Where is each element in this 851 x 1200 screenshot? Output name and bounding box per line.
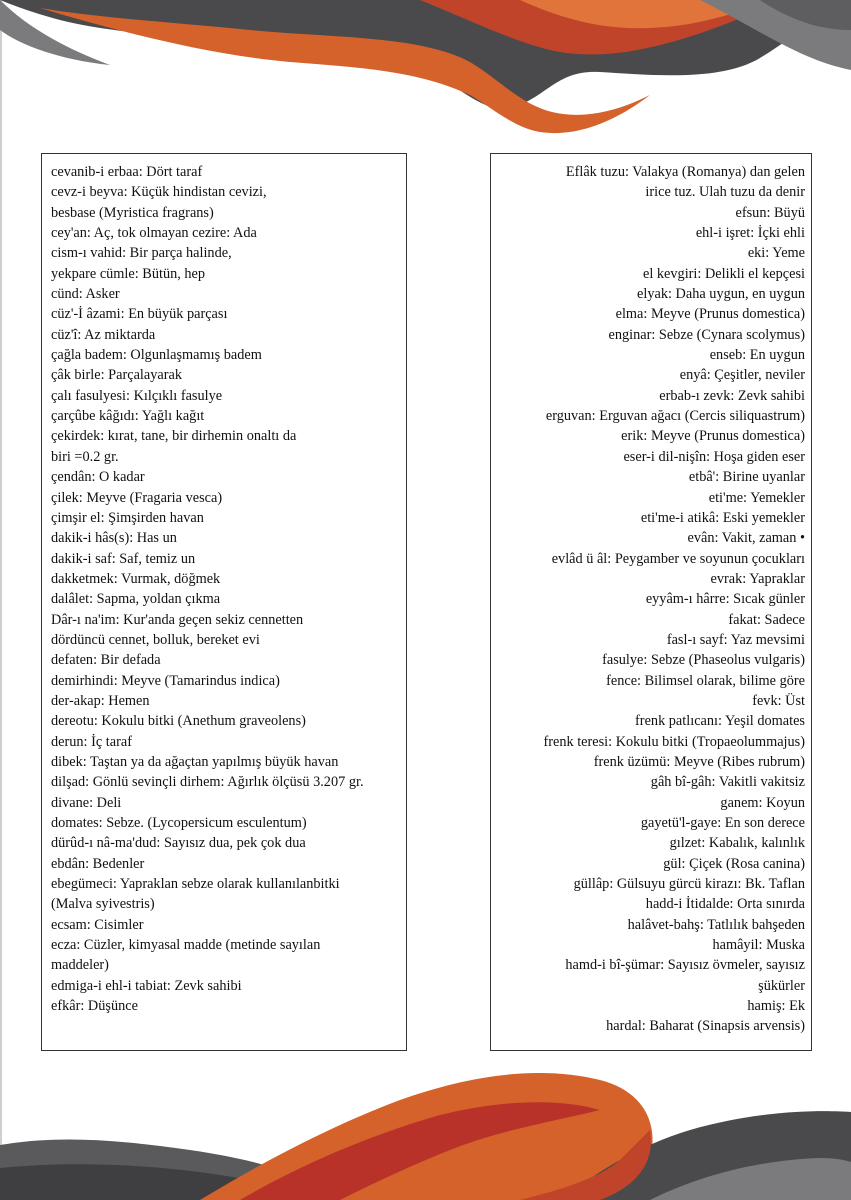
glossary-entry: enginar: Sebze (Cynara scolymus) bbox=[608, 326, 805, 343]
glossary-entry: dalâlet: Sapma, yoldan çıkma bbox=[51, 591, 221, 608]
glossary-entry: ehl-i işret: İçki ehli bbox=[695, 225, 805, 242]
glossary-entry: maddeler) bbox=[51, 957, 109, 974]
glossary-entry: cevanib-i erbaa: Dört taraf bbox=[51, 164, 203, 180]
glossary-entry: eki: Yeme bbox=[747, 245, 805, 262]
glossary-entry: ebegümeci: Yapraklan sebze olarak kullanılanbitki bbox=[51, 876, 340, 893]
glossary-entry: derun: İç taraf bbox=[51, 733, 132, 750]
glossary-entry: besbase (Myristica fragrans) bbox=[51, 204, 214, 221]
glossary-entry: fasl-ı sayf: Yaz mevsimi bbox=[666, 631, 805, 648]
glossary-entry: dürûd-ı nâ-ma'dud: Sayısız dua, pek çok dua bbox=[51, 835, 306, 852]
glossary-entry: evlâd ü âl: Peygamber ve soyunun çocukları bbox=[551, 550, 805, 567]
glossary-entry: dereotu: Kokulu bitki (Anethum graveolens) bbox=[51, 713, 306, 730]
glossary-entry: enyâ: Çeşitler, neviler bbox=[679, 367, 805, 384]
glossary-entry: erbab-ı zevk: Zevk sahibi bbox=[659, 387, 805, 404]
glossary-entry: dakik-i saf: Saf, temiz un bbox=[51, 550, 196, 567]
glossary-entry: dibek: Taştan ya da ağaçtan yapılmış büyük havan bbox=[51, 753, 339, 770]
glossary-entry: gayetü'l-gaye: En son derece bbox=[640, 815, 805, 831]
glossary-entry: efsun: Büyü bbox=[735, 204, 805, 221]
glossary-entry: (Malva syivestris) bbox=[51, 896, 155, 913]
glossary-entry: elma: Meyve (Prunus domestica) bbox=[615, 306, 805, 323]
page-edge bbox=[0, 0, 2, 1200]
glossary-entry: fakat: Sadece bbox=[728, 611, 805, 628]
glossary-entry: cüz'-İ âzami: En büyük parçası bbox=[51, 306, 228, 323]
glossary-entry: hadd-i İtidalde: Orta sınırda bbox=[645, 896, 805, 913]
glossary-entry: gül: Çiçek (Rosa canina) bbox=[663, 855, 805, 872]
glossary-entry: çilek: Meyve (Fragaria vesca) bbox=[51, 489, 223, 506]
glossary-entry: çekirdek: kırat, tane, bir dirhemin onaltı da bbox=[51, 428, 297, 445]
glossary-entry: cey'an: Aç, tok olmayan cezire: Ada bbox=[51, 225, 257, 242]
glossary-entry: Dâr-ı na'im: Kur'anda geçen sekiz cennetten bbox=[51, 611, 304, 628]
glossary-entry: çağla badem: Olgunlaşmamış badem bbox=[51, 347, 262, 364]
glossary-entry: frenk patlıcanı: Yeşil domates bbox=[635, 713, 805, 730]
glossary-entry: domates: Sebze. (Lycopersicum esculentum) bbox=[51, 815, 307, 831]
glossary-entry: enseb: En uygun bbox=[709, 347, 805, 364]
glossary-entry: hamiş: Ek bbox=[747, 998, 805, 1015]
glossary-entry: ecsam: Cisimler bbox=[51, 916, 144, 933]
glossary-entry: divane: Deli bbox=[51, 794, 122, 811]
glossary-entry: efkâr: Düşünce bbox=[51, 998, 138, 1015]
glossary-entry: gılzet: Kabalık, kalınlık bbox=[669, 835, 805, 852]
glossary-entry: yekpare cümle: Bütün, hep bbox=[51, 265, 206, 282]
glossary-column-right bbox=[490, 153, 812, 1051]
glossary-entry: eti'me-i atikâ: Eski yemekler bbox=[640, 509, 805, 526]
top-decorative-banner bbox=[0, 0, 851, 140]
glossary-entry: güllâp: Gülsuyu gürcü kirazı: Bk. Taflan bbox=[573, 876, 805, 893]
glossary-entry: dilşad: Gönlü sevinçli dirhem: Ağırlık ölçüsü 3.207 gr. bbox=[51, 774, 364, 791]
glossary-entry: evân: Vakit, zaman • bbox=[687, 530, 805, 547]
glossary-entry: hardal: Baharat (Sinapsis arvensis) bbox=[606, 1018, 805, 1035]
glossary-entry: eyyâm-ı hârre: Sıcak günler bbox=[645, 591, 805, 608]
glossary-entry: frenk üzümü: Meyve (Ribes rubrum) bbox=[593, 753, 805, 770]
glossary-column-left bbox=[41, 153, 407, 1051]
glossary-entry: biri =0.2 gr. bbox=[51, 448, 119, 465]
glossary-entry: elyak: Daha uygun, en uygun bbox=[637, 286, 805, 303]
glossary-entry: şükürler bbox=[758, 977, 805, 994]
glossary-entry: erik: Meyve (Prunus domestica) bbox=[621, 428, 805, 445]
glossary-entry: defaten: Bir defada bbox=[51, 652, 161, 669]
glossary-entry: dördüncü cennet, bolluk, bereket evi bbox=[51, 631, 260, 648]
glossary-entry: ebdân: Bedenler bbox=[51, 855, 145, 872]
glossary-entry: edmiga-i ehl-i tabiat: Zevk sahibi bbox=[51, 977, 242, 994]
glossary-entry: hamâyil: Muska bbox=[712, 937, 805, 954]
glossary-entry: demirhindi: Meyve (Tamarindus indica) bbox=[51, 672, 280, 689]
glossary-entry: Eflâk tuzu: Valakya (Romanya) dan gelen bbox=[565, 164, 805, 180]
glossary-entry: hamd-i bî-şümar: Sayısız övmeler, sayısız bbox=[565, 957, 805, 974]
glossary-entry: erguvan: Erguvan ağacı (Cercis siliquastrum) bbox=[545, 408, 805, 425]
glossary-entry: eti'me: Yemekler bbox=[708, 489, 805, 506]
glossary-entry: cünd: Asker bbox=[51, 286, 120, 303]
glossary-entry: çalı fasulyesi: Kılçıklı fasulye bbox=[51, 387, 223, 404]
glossary-entry: çimşir el: Şimşirden havan bbox=[51, 509, 204, 526]
glossary-entry: cism-ı vahid: Bir parça halinde, bbox=[51, 245, 232, 262]
glossary-entry: dakketmek: Vurmak, döğmek bbox=[51, 570, 221, 587]
glossary-entry: cevz-i beyva: Küçük hindistan cevizi, bbox=[51, 184, 267, 201]
glossary-entry: ganem: Koyun bbox=[720, 794, 805, 811]
glossary-entry: etbâ': Birine uyanlar bbox=[688, 469, 805, 486]
glossary-entry: irice tuz. Ulah tuzu da denir bbox=[645, 184, 805, 201]
glossary-entry: fence: Bilimsel olarak, bilime göre bbox=[606, 672, 805, 689]
glossary-entry: evrak: Yapraklar bbox=[710, 570, 805, 587]
glossary-entry: çarçûbe kâğıdı: Yağlı kağıt bbox=[51, 408, 205, 425]
glossary-entry: fevk: Üst bbox=[752, 692, 805, 709]
glossary-entry: çâk birle: Parçalayarak bbox=[51, 367, 182, 384]
glossary-entry: gâh bî-gâh: Vakitli vakitsiz bbox=[650, 774, 805, 791]
glossary-entry: el kevgiri: Delikli el kepçesi bbox=[643, 265, 805, 282]
glossary-entry: halâvet-bahş: Tatlılık bahşeden bbox=[627, 916, 805, 933]
glossary-entry: çendân: O kadar bbox=[51, 469, 145, 486]
glossary-entry: fasulye: Sebze (Phaseolus vulgaris) bbox=[602, 652, 805, 669]
glossary-entry: cüz'î: Az miktarda bbox=[51, 326, 156, 343]
glossary-entry: dakik-i hâs(s): Has un bbox=[51, 530, 177, 547]
glossary-entry: der-akap: Hemen bbox=[51, 692, 150, 709]
glossary-entry: ecza: Cüzler, kimyasal madde (metinde sayılan bbox=[51, 937, 321, 954]
glossary-entry: eser-i dil-nişîn: Hoşa giden eser bbox=[623, 448, 805, 465]
bottom-decorative-banner bbox=[0, 1050, 851, 1200]
glossary-entry: frenk teresi: Kokulu bitki (Tropaeolummajus) bbox=[543, 733, 805, 750]
